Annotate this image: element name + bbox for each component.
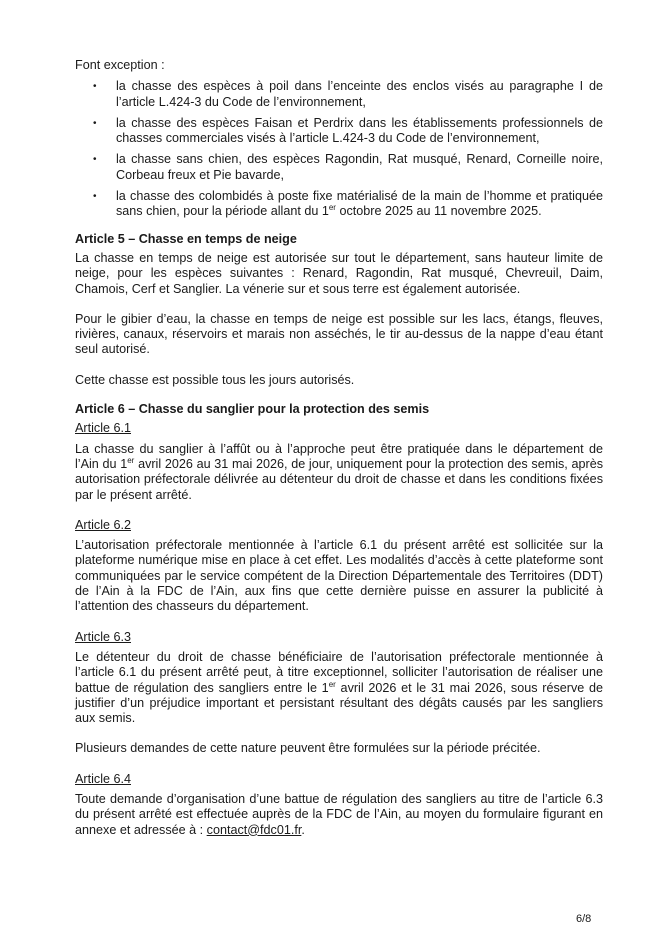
article-6-1-heading: Article 6.1 bbox=[75, 421, 131, 436]
article-5-paragraph-3: Cette chasse est possible tous les jours autorisés. bbox=[75, 372, 355, 387]
exception-item: • la chasse sans chien, des espèces Ragondin, Rat musqué, Renard, Corneille noire, Corbeau freux et Pie bavarde, bbox=[93, 152, 603, 182]
exception-item: • la chasse des colombidés à poste fixe matérialisé de la main de l’homme et pratiquée sans chien, pour la période allant du 1er octobre 2025 au 11 novembre 2025. bbox=[93, 189, 603, 219]
bullet-icon: • bbox=[93, 154, 97, 166]
exception-item: • la chasse des espèces Faisan et Perdrix dans les établissements professionnels de chasses commerciales visés à l’article L.424-3 du Code de l’environnement, bbox=[93, 115, 603, 146]
article-5-paragraph-2: Pour le gibier d’eau, la chasse en temps de neige est possible sur les lacs, étangs, fleuves, rivières, canaux, réservoirs et marais non asséchés, le tir au-dessus de la nappe d’eau étant seul autorisé. bbox=[75, 311, 603, 357]
exceptions-intro: Font exception : bbox=[75, 58, 165, 72]
article-5-title: Article 5 – Chasse en temps de neige bbox=[75, 231, 297, 246]
bullet-icon: • bbox=[93, 191, 97, 203]
article-6-3-heading: Article 6.3 bbox=[75, 629, 131, 644]
page-number: 6/8 bbox=[576, 913, 592, 925]
article-6-2-paragraph: L’autorisation préfectorale mentionnée à l’article 6.1 du présent arrêté est sollicitée sur la plateforme numérique mise en place à cet effet. Les modalités d’accès à cette plateforme sont communiquées par le service compétent de la Direction Départementale des Territoires (DDT) de l’Ain à la FDC de l’Ain, aux fins que cette dernière puisse en assurer la publicité à l’attention des chasseurs du département. bbox=[75, 538, 603, 614]
article-6-3-paragraph-1: Le détenteur du droit de chasse bénéficiaire de l’autorisation préfectorale mentionnée à l’article 6.1 du présent arrêté peut, à titre exceptionnel, solliciter l’autorisation de réaliser une battue de régulation des sangliers entre le 1er avril 2026 et le 31 mai 2026, sous réserve de justifier d’un préjudice important et persistant résultant des dégâts causés par les sangliers aux semis. bbox=[75, 649, 604, 726]
article-6-1-paragraph: La chasse du sanglier à l’affût ou à l’approche peut être pratiquée dans le département de l’Ain du 1er avril 2026 au 31 mai 2026, de jour, uniquement pour la protection des semis, après autorisation préfectorale délivrée au détenteur du droit de chasse et dans les conditions fixées par le présent arrêté. bbox=[75, 441, 603, 502]
article-6-title: Article 6 – Chasse du sanglier pour la protection des semis bbox=[75, 402, 430, 417]
article-6-2-heading: Article 6.2 bbox=[75, 517, 131, 532]
exception-item: • la chasse des espèces à poil dans l’enceinte des enclos visés au paragraphe I de l’article L.424-3 du Code de l’environnement, bbox=[93, 79, 603, 109]
document-body bbox=[75, 58, 603, 838]
exceptions-list bbox=[75, 79, 603, 219]
bullet-icon: • bbox=[93, 81, 97, 93]
article-6-4-heading: Article 6.4 bbox=[75, 771, 131, 786]
article-6-3-paragraph-2: Plusieurs demandes de cette nature peuvent être formulées sur la période précitée. bbox=[75, 741, 541, 756]
contact-email-link[interactable]: contact@fdc01.fr bbox=[206, 822, 302, 837]
article-5-paragraph-1: La chasse en temps de neige est autorisée sur tout le département, sans hauteur limite de neige, pour les espèces suivantes : Renard, Ragondin, Rat musqué, Chevreuil, Daim, Chamois, Cerf et Sanglier. La vénerie sur et sous terre est également autorisée. bbox=[75, 250, 603, 296]
bullet-icon: • bbox=[93, 117, 97, 129]
article-6-4-paragraph: Toute demande d’organisation d’une battue de régulation des sangliers au titre de l’article 6.3 du présent arrêté est effectuée auprès de la FDC de l’Ain, au moyen du formulaire figurant en annexe et adressée à : contact@fdc01.fr. bbox=[75, 791, 603, 837]
